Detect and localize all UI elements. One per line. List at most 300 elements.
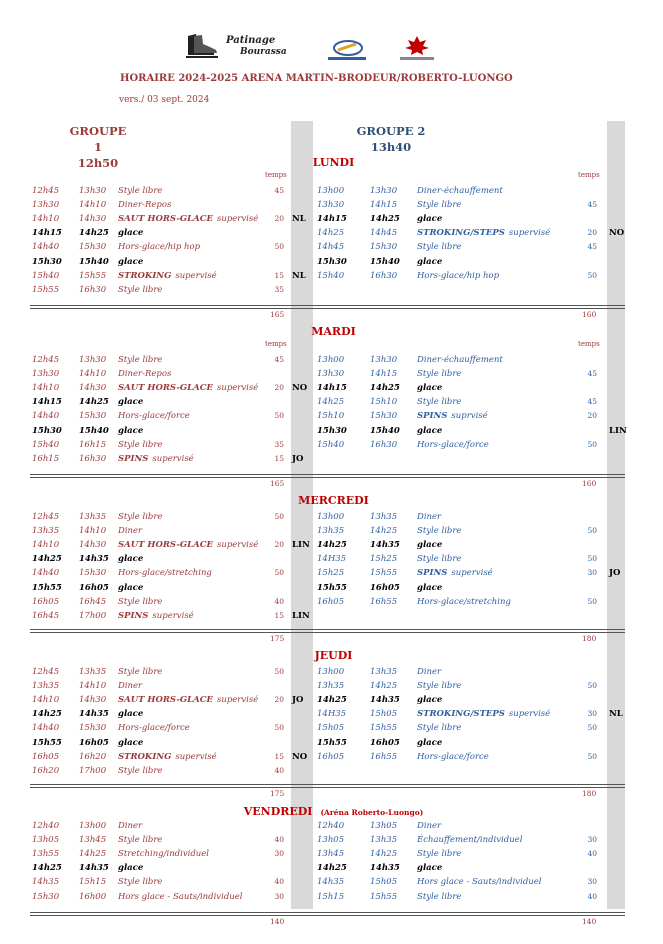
activity <box>118 609 194 623</box>
temps-value: 40 <box>274 765 284 775</box>
temps-value: 45 <box>587 200 597 210</box>
activity-name: glace <box>118 737 144 748</box>
start-time: 14H35 <box>317 709 347 720</box>
end-time: 15h05 <box>370 709 398 720</box>
schedule-row <box>32 679 292 693</box>
activity <box>118 875 162 889</box>
activity-name: glace <box>118 554 144 565</box>
sum-left: 175 <box>270 634 285 643</box>
section-divider <box>30 787 625 788</box>
schedule-row <box>317 538 602 552</box>
start-time: 16h05 <box>32 596 60 607</box>
end-time: 14h35 <box>370 863 400 874</box>
activity <box>417 833 522 847</box>
schedule-row <box>317 353 602 367</box>
left-code-band <box>291 121 313 909</box>
start-time: 13h00 <box>317 186 345 196</box>
schedule-row <box>317 184 602 198</box>
right-code: NL <box>609 709 623 720</box>
activity <box>118 847 209 861</box>
activity-name: Style libre <box>417 526 462 537</box>
start-time: 14h10 <box>32 214 60 225</box>
schedule-row <box>32 381 292 395</box>
activity <box>118 764 162 778</box>
schedule-row <box>317 566 602 580</box>
temps-label-left: temps <box>265 340 287 348</box>
temps-value: 45 <box>274 355 284 364</box>
schedule-row <box>317 524 602 538</box>
temps-value: 40 <box>274 877 284 887</box>
day-name: LUNDI <box>312 156 355 169</box>
activity-name: Style libre <box>118 284 163 295</box>
start-time: 15h05 <box>317 723 345 734</box>
section-divider <box>30 632 625 633</box>
day-label <box>0 325 663 338</box>
end-time: 14h35 <box>79 709 109 720</box>
supervision-note: supervisé <box>216 695 259 706</box>
schedule-row <box>32 819 292 833</box>
activity <box>118 226 143 240</box>
activity <box>118 395 143 409</box>
activity <box>118 750 217 764</box>
schedule-row <box>32 184 292 198</box>
start-time: 13h00 <box>317 512 345 522</box>
activity-name: SPINS <box>417 411 448 422</box>
schedule-row <box>317 240 602 254</box>
temps-label-right: temps <box>578 171 600 179</box>
activity <box>118 409 190 423</box>
start-time: 14h10 <box>32 383 60 394</box>
supervision-note: suprvisé <box>451 411 488 422</box>
end-time: 15h40 <box>370 256 400 267</box>
activity-name: glace <box>417 256 443 267</box>
schedule-row <box>317 198 602 212</box>
activity <box>118 721 190 735</box>
end-time: 15h10 <box>370 397 398 408</box>
temps-value: 50 <box>274 512 284 521</box>
activity <box>417 581 442 595</box>
schedule-row <box>32 510 292 524</box>
activity-name: glace <box>118 256 144 267</box>
activity-name: STROKING/STEPS <box>417 709 505 720</box>
end-time: 14h10 <box>79 200 107 211</box>
end-time: 16h55 <box>370 751 398 762</box>
start-time: 16h20 <box>32 765 60 776</box>
start-time: 15h30 <box>32 256 62 267</box>
start-time: 14h25 <box>317 397 345 408</box>
temps-value: 50 <box>587 751 597 761</box>
group1-name: GROUPE 1 <box>69 124 127 154</box>
activity-name: Style libre <box>417 891 462 902</box>
day-name: JEUDI <box>314 649 353 662</box>
start-time: 15h55 <box>32 737 62 748</box>
end-time: 15h05 <box>370 877 398 888</box>
activity-name: Style libre <box>118 596 163 607</box>
activity-name: Hors-glace/force <box>417 751 489 762</box>
left-code: JO <box>292 453 304 464</box>
schedule-row <box>317 665 602 679</box>
activity <box>118 581 143 595</box>
activity-name: SPINS <box>118 610 149 621</box>
schedule-row <box>32 875 292 889</box>
activity-name: Hors glace - Sauts/individuel <box>417 877 542 888</box>
sum-left: 175 <box>270 789 285 798</box>
schedule-row <box>32 367 292 381</box>
end-time: 16h30 <box>79 453 107 464</box>
schedule-row <box>32 424 292 438</box>
start-time: 13h00 <box>317 667 345 677</box>
end-time: 14h35 <box>79 554 109 565</box>
activity <box>118 693 258 707</box>
activity <box>417 847 461 861</box>
skate-icon <box>184 32 220 60</box>
activity-name: Hors glace - Sauts/individuel <box>118 891 243 902</box>
schedule-row <box>317 381 602 395</box>
activity-name: glace <box>118 228 144 239</box>
schedule-row <box>317 438 602 452</box>
end-time: 13h00 <box>79 821 107 831</box>
temps-value: 15 <box>274 751 284 761</box>
start-time: 13h00 <box>317 355 345 365</box>
end-time: 15h30 <box>79 723 107 734</box>
activity <box>118 665 162 679</box>
start-time: 15h55 <box>32 284 60 295</box>
temps-value: 45 <box>274 186 284 195</box>
end-time: 16h00 <box>79 891 107 902</box>
activity <box>118 861 143 875</box>
end-time: 15h25 <box>370 554 398 565</box>
temps-value: 20 <box>274 540 284 550</box>
activity-name: Style libre <box>417 849 462 860</box>
temps-value: 30 <box>587 835 597 845</box>
start-time: 14H35 <box>317 554 347 565</box>
activity-name: glace <box>417 737 443 748</box>
start-time: 14h15 <box>317 383 347 394</box>
schedule-row <box>32 693 292 707</box>
end-time: 16h05 <box>370 582 400 593</box>
schedule-row <box>317 424 602 438</box>
activity <box>417 861 442 875</box>
start-time: 15h40 <box>32 439 60 450</box>
end-time: 15h55 <box>370 723 398 734</box>
activity <box>118 381 258 395</box>
sum-right: 180 <box>582 634 597 643</box>
activity <box>417 552 461 566</box>
start-time: 14h40 <box>32 242 60 253</box>
schedule-row <box>317 367 602 381</box>
end-time: 16h30 <box>370 439 398 450</box>
left-code: LIN <box>292 540 310 551</box>
schedule-row <box>32 847 292 861</box>
activity-name: Style libre <box>118 667 163 677</box>
skate-canada-logo <box>398 34 436 62</box>
temps-value: 50 <box>274 723 284 733</box>
end-time: 14h25 <box>370 849 398 860</box>
activity <box>417 679 461 693</box>
activity <box>417 212 442 226</box>
activity-name: Style libre <box>417 554 462 565</box>
end-time: 16h20 <box>79 751 107 762</box>
schedule-row <box>32 438 292 452</box>
activity <box>417 665 441 679</box>
activity-name: Diner-échauffement <box>417 186 503 196</box>
start-time: 14h45 <box>317 242 345 253</box>
end-time: 15h40 <box>79 425 109 436</box>
schedule-row <box>317 552 602 566</box>
activity <box>417 736 442 750</box>
sum-right: 160 <box>582 310 597 319</box>
end-time: 14h35 <box>79 863 109 874</box>
activity-name: Diner-Repos <box>118 369 172 380</box>
section-divider <box>30 474 625 475</box>
end-time: 15h40 <box>370 425 400 436</box>
schedule-row <box>32 665 292 679</box>
start-time: 12h45 <box>32 186 60 196</box>
start-time: 16h45 <box>32 610 60 621</box>
activity <box>118 353 162 367</box>
activity <box>417 538 442 552</box>
end-time: 15h30 <box>79 242 107 253</box>
end-time: 14h25 <box>79 397 109 408</box>
start-time: 16h05 <box>317 751 345 762</box>
schedule-row <box>317 890 602 904</box>
section-divider <box>30 784 625 785</box>
start-time: 13h05 <box>32 835 60 846</box>
activity <box>118 595 162 609</box>
end-time: 14h15 <box>370 200 398 211</box>
start-time: 15h10 <box>317 411 345 422</box>
end-time: 14h30 <box>79 383 107 394</box>
end-time: 14h35 <box>370 540 400 551</box>
start-time: 14h25 <box>32 863 62 874</box>
start-time: 12h45 <box>32 355 60 365</box>
activity-name: Diner-Repos <box>118 200 172 211</box>
schedule-row <box>32 833 292 847</box>
brand-line1: Patinage <box>226 35 276 46</box>
start-time: 13h30 <box>317 369 345 380</box>
left-code: LIN <box>292 610 310 621</box>
activity <box>417 707 550 721</box>
start-time: 13h30 <box>32 200 60 211</box>
schedule-row <box>32 609 292 623</box>
temps-value: 50 <box>587 723 597 733</box>
end-time: 14h25 <box>370 526 398 537</box>
end-time: 15h55 <box>370 891 398 902</box>
activity-name: glace <box>417 214 443 225</box>
end-time: 13h30 <box>370 186 398 196</box>
schedule-row <box>32 198 292 212</box>
activity <box>417 424 442 438</box>
start-time: 13h45 <box>317 849 345 860</box>
schedule-row <box>32 764 292 778</box>
left-code: NL <box>292 214 306 225</box>
end-time: 14h25 <box>370 214 400 225</box>
temps-value: 50 <box>274 667 284 676</box>
activity <box>417 353 503 367</box>
activity <box>417 875 542 889</box>
activity <box>417 226 550 240</box>
end-time: 14h10 <box>79 526 107 537</box>
schedule-row <box>32 283 292 297</box>
schedule-row <box>32 890 292 904</box>
temps-value: 40 <box>587 849 597 859</box>
activity-name: Hors-glace/stretching <box>118 568 212 579</box>
start-time: 13h30 <box>317 200 345 211</box>
right-code: LIN <box>609 425 627 436</box>
temps-value: 30 <box>274 849 284 859</box>
end-time: 14h25 <box>370 383 400 394</box>
activity-name: Diner <box>417 667 442 677</box>
end-time: 15h30 <box>79 568 107 579</box>
activity-name: Style libre <box>118 186 163 196</box>
supervision-note: supervisé <box>216 383 259 394</box>
activity-name: glace <box>417 582 443 593</box>
temps-value: 50 <box>587 681 597 691</box>
schedule-row <box>32 226 292 240</box>
schedule-row <box>32 409 292 423</box>
activity-name: Style libre <box>118 439 163 450</box>
end-time: 13h30 <box>79 355 107 365</box>
start-time: 15h55 <box>317 582 347 593</box>
schedule-row <box>32 395 292 409</box>
activity-name: SAUT HORS-GLACE <box>118 214 213 225</box>
brand-line2: Bourassa <box>240 47 287 57</box>
supervision-note: supervisé <box>175 270 217 281</box>
temps-value: 50 <box>274 242 284 252</box>
activity <box>118 184 162 198</box>
schedule-row <box>32 707 292 721</box>
section-divider <box>30 305 625 306</box>
start-time: 14h25 <box>32 554 62 565</box>
temps-value: 40 <box>274 596 284 606</box>
temps-value: 30 <box>587 568 597 578</box>
patinage-bourassa-logo <box>170 30 287 64</box>
activity-name: Style libre <box>417 723 462 734</box>
group2-header <box>355 123 427 155</box>
start-time: 12h40 <box>317 821 345 831</box>
day-label <box>0 805 663 818</box>
activity <box>417 438 489 452</box>
activity-name: Style libre <box>118 765 163 776</box>
activity-name: glace <box>417 540 443 551</box>
end-time: 13h35 <box>370 835 398 846</box>
day-name: MERCREDI <box>298 494 369 507</box>
supervision-note: supervisé <box>152 453 194 464</box>
start-time: 14h25 <box>317 540 347 551</box>
activity-name: Style libre <box>417 200 462 211</box>
section-divider <box>30 915 625 916</box>
start-time: 14h25 <box>317 863 347 874</box>
activity-name: Style libre <box>417 242 462 253</box>
schedule-row <box>317 255 602 269</box>
day-label <box>0 156 663 169</box>
activity-name: Style libre <box>118 877 163 888</box>
schedule-row <box>32 595 292 609</box>
temps-value: 30 <box>274 891 284 901</box>
activity <box>417 890 461 904</box>
activity <box>118 255 143 269</box>
supervision-note: supervisé <box>508 709 551 720</box>
day-label <box>0 649 663 662</box>
section-divider <box>30 912 625 913</box>
activity <box>417 750 489 764</box>
activity-name: Diner <box>118 821 143 831</box>
activity <box>417 693 442 707</box>
supervision-note: supervisé <box>508 228 551 239</box>
schedule-row <box>317 226 602 240</box>
end-time: 16h45 <box>79 596 107 607</box>
activity <box>118 424 143 438</box>
activity <box>118 212 258 226</box>
activity <box>118 283 162 297</box>
day-label <box>0 494 663 507</box>
right-code: JO <box>609 568 621 579</box>
supervision-note: supervisé <box>216 540 259 551</box>
activity <box>417 721 461 735</box>
temps-value: 45 <box>587 242 597 252</box>
supervision-note: supervisé <box>175 751 217 762</box>
start-time: 14h15 <box>32 228 62 239</box>
start-time: 13h30 <box>32 369 60 380</box>
start-time: 14h40 <box>32 723 60 734</box>
schedule-row <box>317 409 602 423</box>
end-time: 14h45 <box>370 228 398 239</box>
activity <box>417 524 461 538</box>
section-divider <box>30 477 625 478</box>
left-code: NO <box>292 383 308 394</box>
start-time: 15h30 <box>317 425 347 436</box>
end-time: 13h30 <box>79 186 107 196</box>
temps-value: 20 <box>274 695 284 705</box>
activity <box>118 833 162 847</box>
start-time: 13h35 <box>32 526 60 537</box>
venue-note: (Aréna Roberto-Luongo) <box>320 808 424 817</box>
end-time: 15h30 <box>79 411 107 422</box>
activity <box>417 367 461 381</box>
temps-value: 15 <box>274 453 284 463</box>
activity-name: Style libre <box>118 355 163 365</box>
activity-name: SAUT HORS-GLACE <box>118 695 213 706</box>
temps-value: 20 <box>274 383 284 393</box>
left-code: NO <box>292 751 308 762</box>
schedule-row <box>317 581 602 595</box>
start-time: 15h40 <box>32 270 60 281</box>
schedule-row <box>317 875 602 889</box>
activity <box>118 269 217 283</box>
section-divider <box>30 629 625 630</box>
activity-name: SPINS <box>417 568 448 579</box>
schedule-row <box>32 255 292 269</box>
schedule-row <box>32 581 292 595</box>
activity-name: STROKING <box>118 751 172 762</box>
schedule-row <box>317 395 602 409</box>
start-time: 14h25 <box>317 228 345 239</box>
temps-value: 40 <box>274 835 284 845</box>
logo-area <box>170 30 470 64</box>
start-time: 12h45 <box>32 512 60 522</box>
activity-name: Diner <box>118 681 143 692</box>
end-time: 16h05 <box>370 737 400 748</box>
start-time: 15h30 <box>32 891 60 902</box>
supervision-note: supervisé <box>216 214 259 225</box>
end-time: 13h45 <box>79 835 107 846</box>
schedule-row <box>317 861 602 875</box>
schedule-row <box>317 212 602 226</box>
schedule-row <box>32 721 292 735</box>
end-time: 16h30 <box>370 270 398 281</box>
end-time: 16h30 <box>79 284 107 295</box>
start-time: 15h55 <box>32 582 62 593</box>
